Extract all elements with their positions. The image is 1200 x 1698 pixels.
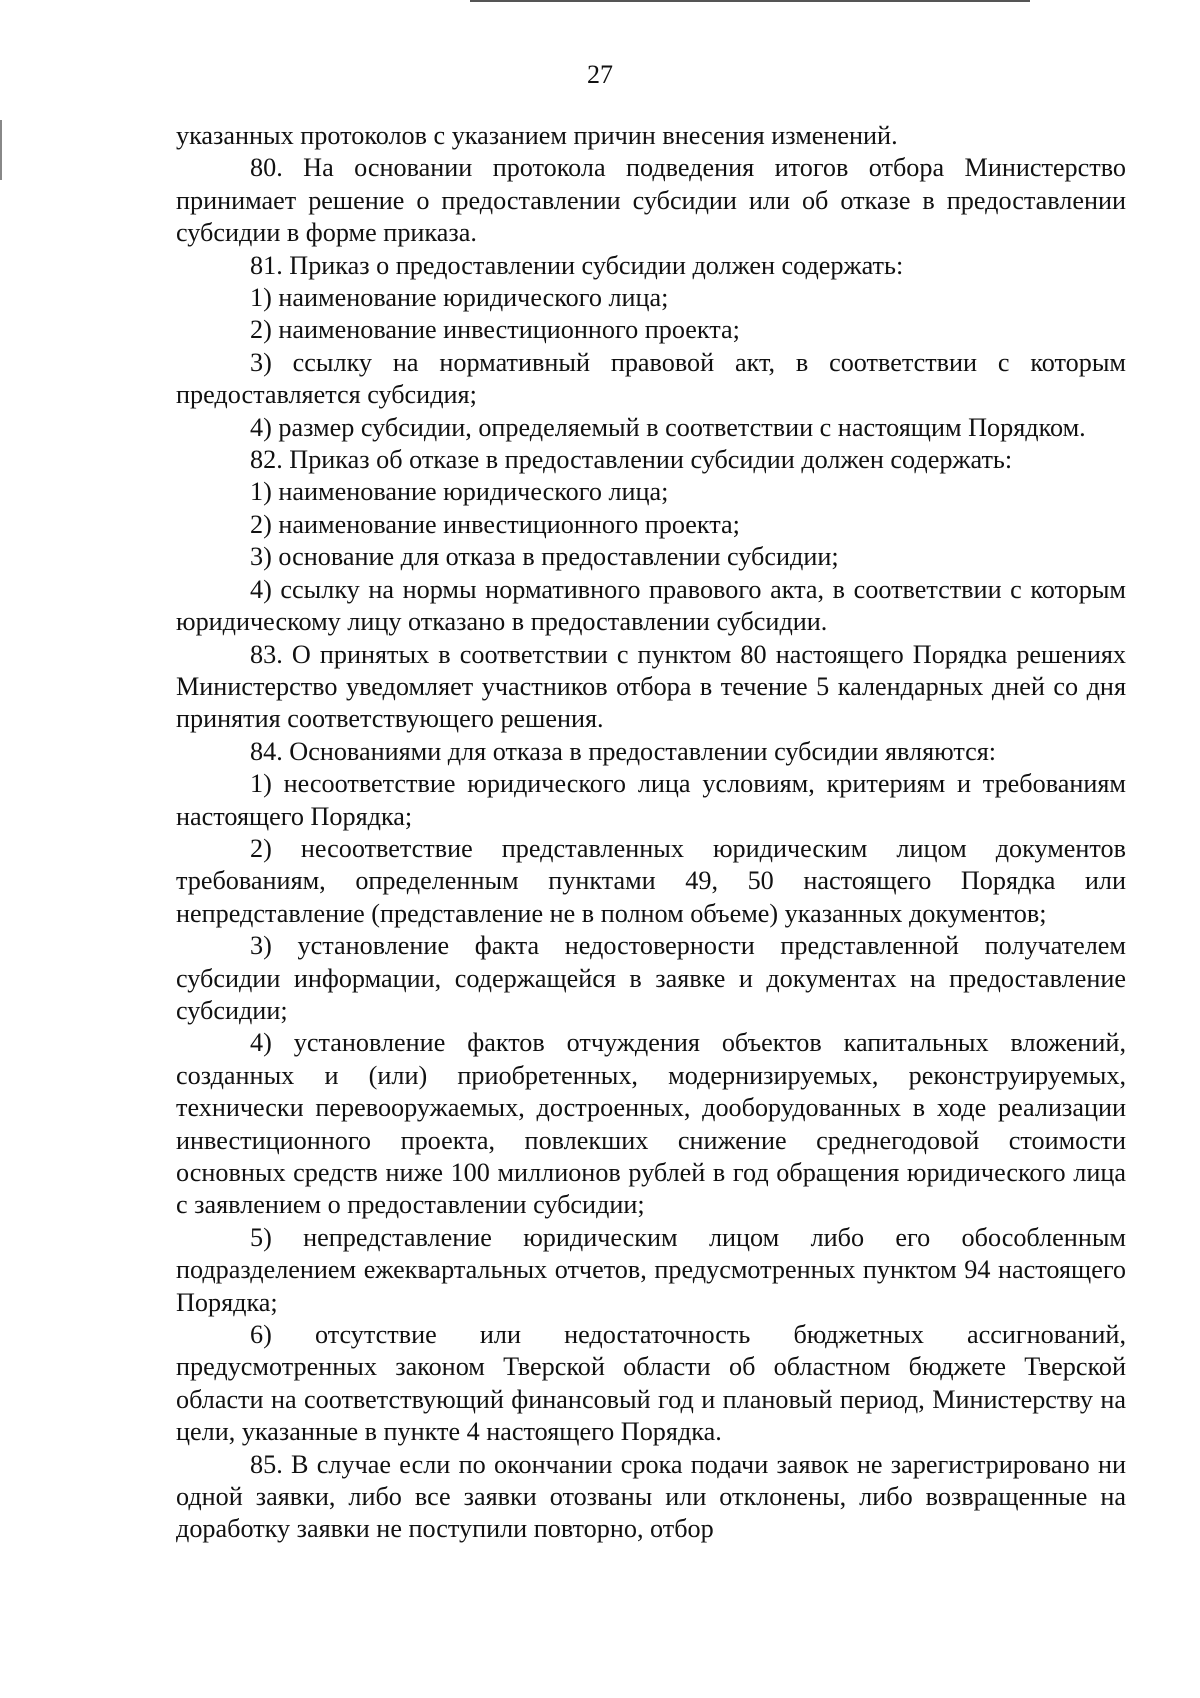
document-body xyxy=(176,120,1126,1546)
paragraph-continuation: указанных протоколов с указанием причин внесения изменений. xyxy=(176,121,898,150)
paragraph-81-subitem-1: 1) наименование юридического лица; xyxy=(250,283,669,313)
paragraph-item-84: 84. Основаниями для отказа в предоставлении субсидии являются: xyxy=(250,736,997,766)
paragraph-84-subitem-5: 5) непредставление юридическим лицом либо его обособленным подразделением ежеквартальных отчетов, предусмотренных пунктом 94 настоящего Порядка; xyxy=(176,1222,1126,1317)
scan-edge-left xyxy=(0,120,2,180)
paragraph-81-subitem-3: 3) ссылку на нормативный правовой акт, в соответствии с которым предоставляется субсидия; xyxy=(176,347,1126,410)
paragraph-84-subitem-1: 1) несоответствие юридического лица условиям, критериям и требованиям настоящего Порядка; xyxy=(176,769,1126,831)
paragraph-item-85: 85. В случае если по окончании срока подачи заявок не зарегистрировано ни одной заявки, либо все заявки отозваны или отклонены, либо возвращенные на доработку заявки не поступили повторно, отбор xyxy=(176,1449,1126,1544)
paragraph-82-subitem-1: 1) наименование юридического лица; xyxy=(250,477,669,507)
paragraph-84-subitem-6: 6) отсутствие или недостаточность бюджетных ассигнований, предусмотренных законом Тверской области об областном бюджете Тверской области на соответствующий финансовый год и плановый период, Министерству на цели, указанные в пункте 4 настоящего Порядка. xyxy=(176,1320,1126,1447)
paragraph-82-subitem-3: 3) основание для отказа в предоставлении субсидии; xyxy=(250,542,839,572)
paragraph-84-subitem-3: 3) установление факта недостоверности представленной получателем субсидии информации, содержащейся в заявке и документах на предоставление субсидии; xyxy=(176,931,1126,1025)
scan-edge-top xyxy=(470,0,1030,2)
paragraph-item-82: 82. Приказ об отказе в предоставлении субсидии должен содержать: xyxy=(250,445,1013,475)
paragraph-82-subitem-2: 2) наименование инвестиционного проекта; xyxy=(250,509,740,539)
page-number: 27 xyxy=(587,60,613,89)
paragraph-82-subitem-4: 4) ссылку на нормы нормативного правового акта, в соответствии с которым юридическому лицу отказано в предоставлении субсидии. xyxy=(176,574,1126,637)
paragraph-81-subitem-2: 2) наименование инвестиционного проекта; xyxy=(250,315,740,345)
paragraph-item-81: 81. Приказ о предоставлении субсидии должен содержать: xyxy=(250,250,904,280)
paragraph-81-subitem-4: 4) размер субсидии, определяемый в соответствии с настоящим Порядком. xyxy=(250,412,1086,442)
paragraph-84-subitem-4: 4) установление фактов отчуждения объектов капитальных вложений, созданных и (или) приобретенных, модернизируемых, реконструируемых, технически перевооружаемых, достроенных, дооборудованных в ходе реализации инвестиционного проекта, повлекших снижение среднегодовой стоимости основных средств ниже 100 миллионов рублей в год обращения юридического лица с заявлением о предоставлении субсидии; xyxy=(176,1028,1126,1220)
paragraph-84-subitem-2: 2) несоответствие представленных юридическим лицом документов требованиям, определенным пунктами 49, 50 настоящего Порядка или непредставление (представление не в полном объеме) указанных документов; xyxy=(176,833,1126,928)
paragraph-item-83: 83. О принятых в соответствии с пунктом 80 настоящего Порядка решениях Министерство уведомляет участников отбора в течение 5 календарных дней со дня принятия соответствующего решения. xyxy=(176,639,1126,734)
paragraph-item-80: 80. На основании протокола подведения итогов отбора Министерство принимает решение о предоставлении субсидии или об отказе в предоставлении субсидии в форме приказа. xyxy=(176,153,1126,248)
